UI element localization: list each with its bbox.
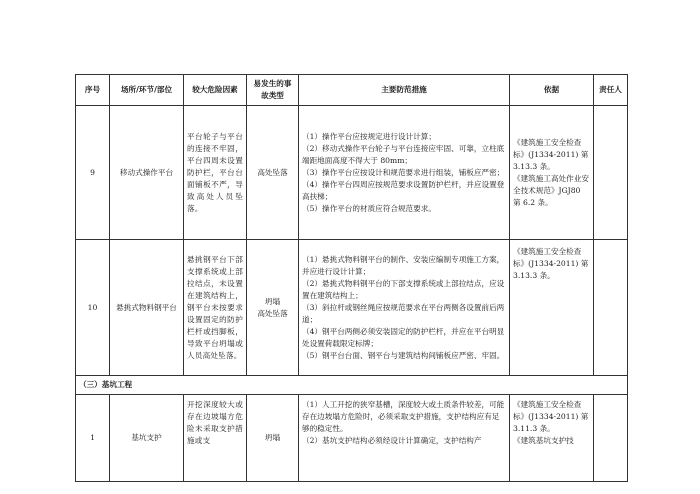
- header-measures: 主要防范措施: [299, 75, 510, 106]
- row-measures: [299, 395, 510, 482]
- row-basis: [510, 106, 594, 240]
- measure-item: （1）操作平台应按规定进行设计计算；: [302, 131, 436, 141]
- measure-item: （4）钢平台两侧必须安装固定的防护栏杆，并应在平台明显处设置荷载限定标牌；: [302, 326, 505, 348]
- header-place: 场所/环节/部位: [110, 75, 184, 106]
- measures-clip: [302, 399, 506, 479]
- row-place: 基坑支护: [110, 395, 184, 482]
- table-row: [76, 395, 628, 482]
- basis-item: 《建筑基坑支护技: [513, 436, 574, 445]
- measure-item: （1）人工开挖的狭窄基槽，深度较大或土质条件较差，可能存在边坡塌方危险时，必须采取支护措施，支护结构应有足够的稳定性。: [302, 400, 505, 433]
- row-basis: [510, 240, 594, 376]
- measure-item: （2）悬挑式物料钢平台的下部支撑系统或上部拉结点，应设置在建筑结构上；: [302, 278, 505, 300]
- row-basis: [510, 395, 594, 482]
- row-no: 1: [76, 395, 110, 482]
- measure-item: （3）斜拉杆或钢丝绳应按规范要求在平台两侧各设置前后两道；: [302, 302, 505, 324]
- row-measures: [299, 240, 510, 376]
- row-accident: 高处坠落: [247, 106, 299, 240]
- header-person: 责任人: [594, 75, 628, 106]
- row-no: 10: [76, 240, 110, 376]
- measure-item: （1）悬挑式物料钢平台的制作、安装应编制专项施工方案，并应进行设计计算；: [302, 254, 505, 276]
- hazard-table: [75, 74, 628, 482]
- measure-item: （2）移动式操作平台轮子与平台连接应牢固、可靠，立柱底端距地面高度不得大于 80mm；: [302, 143, 505, 165]
- row-no: 9: [76, 106, 110, 240]
- row-person: [594, 240, 628, 376]
- header-basis: 依据: [510, 75, 594, 106]
- basis-item: 《建筑施工安全检查标》(J1334-2011) 第 3.11.3 条。: [513, 400, 589, 433]
- measure-item: （5）操作平台的材质应符合规范要求。: [302, 203, 436, 213]
- row-hazard: 平台轮子与平台的连接不牢固，平台四周未设置防护栏，平台台面铺板不严，导致高处人员坠落。: [184, 106, 247, 240]
- basis-item: 《建筑施工安全检查标》(J1334-2011) 第 3.13.3 条。: [513, 137, 589, 171]
- measure-item: （3）操作平台应按设计和规范要求进行组装，铺板应严密；: [302, 167, 505, 177]
- row-hazard: 悬挑钢平台下部支撑系统或上部拉结点，未设置在建筑结构上，钢平台未按要求设置固定的防护栏杆或挡脚板，导致平台坍塌或人员高处坠落。: [184, 240, 247, 376]
- measure-item: （5）钢平台台面、钢平台与建筑结构间铺板应严密、牢固。: [302, 350, 505, 360]
- measure-item: （2）基坑支护结构必须经设计计算确定，支护结构产: [302, 436, 482, 445]
- row-measures: [299, 106, 510, 240]
- row-hazard-text: 开挖深度较大或存在边坡塌方危险未采取支护措施或支: [187, 400, 243, 445]
- section-title: （三）基坑工程: [76, 376, 628, 395]
- row-person: [594, 395, 628, 482]
- header-row: [76, 75, 628, 106]
- table-row: [76, 106, 628, 240]
- measure-item: （4）操作平台四周应按规范要求设置防护栏杆，并应设置登高扶梯；: [302, 179, 505, 201]
- row-accident: 坍塌 高处坠落: [247, 240, 299, 376]
- row-place: 悬挑式物料钢平台: [110, 240, 184, 376]
- header-hazard: 较大危险因素: [184, 75, 247, 106]
- basis-clip: [513, 399, 590, 479]
- header-accident: 易发生的事故类型: [247, 75, 299, 106]
- basis-item: 《建筑施工高处作业安全技术规范》JGJ80 第 6.2 条。: [513, 173, 589, 207]
- basis-item: 《建筑施工安全检查标》(J1334-2011) 第 3.13.3 条。: [513, 247, 589, 280]
- section-row: [76, 376, 628, 395]
- row-accident: 坍塌: [247, 395, 299, 482]
- row-place: 移动式操作平台: [110, 106, 184, 240]
- table-row: [76, 240, 628, 376]
- header-no: 序号: [76, 75, 110, 106]
- row-hazard: [184, 395, 247, 482]
- row-person: [594, 106, 628, 240]
